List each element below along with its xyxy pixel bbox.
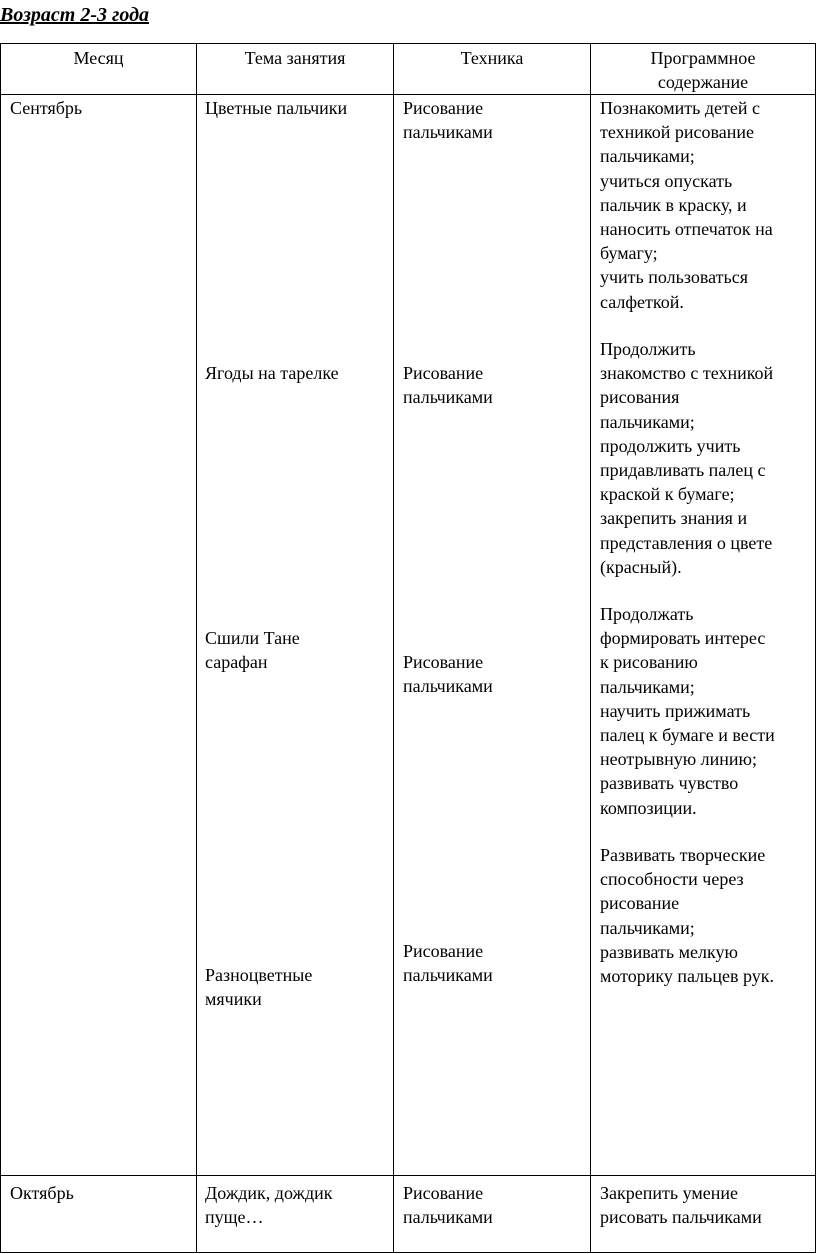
table-border-bottom <box>0 1252 816 1253</box>
table-row-divider <box>0 1175 816 1176</box>
column-header-topic: Тема занятия <box>244 48 346 68</box>
lesson-program: Закрепить умение рисовать пальчиками <box>600 1183 762 1228</box>
lesson-topic: Цветные пальчики <box>205 98 348 118</box>
lesson-program: Продолжать формировать интерес к рисованию пальчиками; научить прижимать палец к бумаге и вести неотрывную линию; развивать чувство композиции. <box>600 604 775 818</box>
lesson-technique: Рисование пальчиками <box>403 98 493 143</box>
lesson-technique: Рисование пальчиками <box>403 1183 493 1228</box>
lesson-topic: Дождик, дождик пуще… <box>205 1183 333 1228</box>
month-cell: Сентябрь <box>10 98 83 118</box>
lesson-technique: Рисование пальчиками <box>403 652 493 697</box>
column-header-program: Программное содержание <box>650 48 756 93</box>
table-border-left <box>0 43 1 1253</box>
table-column-divider <box>196 43 197 1253</box>
lesson-topic: Сшили Тане сарафан <box>205 628 300 673</box>
lesson-technique: Рисование пальчиками <box>403 363 493 408</box>
table-column-divider <box>393 43 394 1253</box>
page-title: Возраст 2-3 года <box>0 4 150 26</box>
table-column-divider <box>590 43 591 1253</box>
lesson-topic: Разноцветные мячики <box>205 965 313 1010</box>
lesson-program: Познакомить детей с техникой рисование пальчиками; учиться опускать пальчик в краску, и наносить отпечаток на бумагу; учить пользоваться салфеткой. <box>600 98 773 312</box>
table-border-top <box>0 43 816 44</box>
column-header-technique: Техника <box>460 48 524 68</box>
lesson-topic: Ягоды на тарелке <box>205 363 339 383</box>
lesson-technique: Рисование пальчиками <box>403 941 493 986</box>
lesson-program: Развивать творческие способности через рисование пальчиками; развивать мелкую моторику пальцев рук. <box>600 845 775 987</box>
column-header-month: Месяц <box>73 48 124 68</box>
lesson-program: Продолжить знакомство с техникой рисования пальчиками; продолжить учить придавливать палец с краской к бумаге; закрепить знания и представления о цвете (красный). <box>600 339 774 577</box>
month-cell: Октябрь <box>10 1183 74 1203</box>
